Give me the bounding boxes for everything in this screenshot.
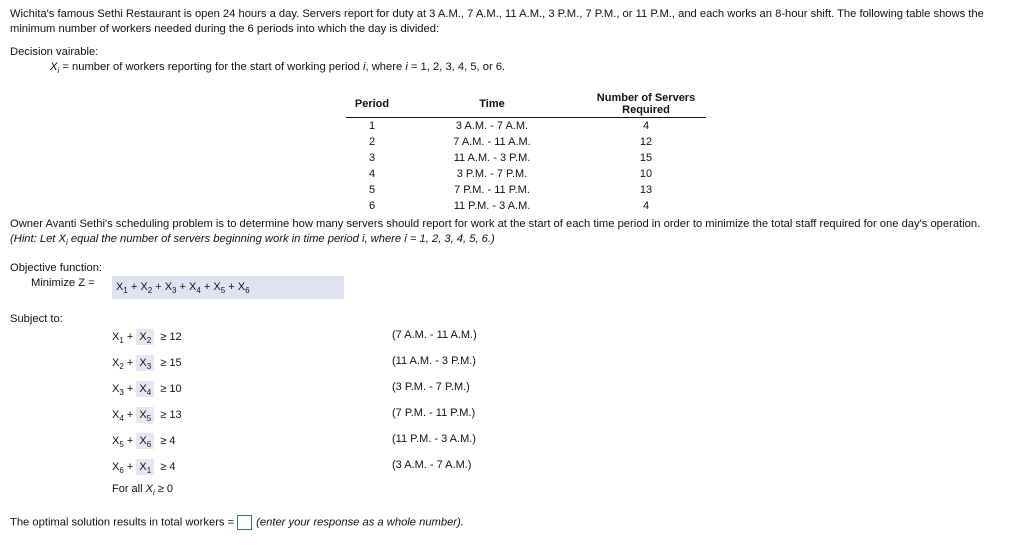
nonnegativity: For all $X_i \ge 0$ xyxy=(112,483,174,497)
answer-row xyxy=(10,515,464,530)
answer-note: (enter your response as a whole number). xyxy=(256,516,464,529)
decision-definition: $X_i$ = number of workers reporting for the start of working period i, where i = 1, 2, 3, 4, 5, or 6. xyxy=(50,61,506,75)
servers-table xyxy=(346,91,706,214)
constraint-var-box[interactable]: $X_4$ xyxy=(136,381,154,397)
table-row: 4 3 P.M. - 7 P.M. 10 xyxy=(368,168,653,180)
intro-line-2: minimum number of workers needed during the 6 periods into which the day is divided: xyxy=(10,23,440,35)
table-row: 5 7 P.M. - 11 P.M. 13 xyxy=(368,184,653,196)
problem-line: Owner Avanti Sethi's scheduling problem is to determine how many servers should report for work at the start of each time period in order to minimize the total staff required for one day's operation. xyxy=(10,218,981,230)
constraint-var-box[interactable]: $X_6$ xyxy=(136,433,154,449)
answer-prefix: The optimal solution results in total workers = xyxy=(10,516,235,529)
header-period: Period xyxy=(346,91,398,118)
constraint-5: $X_5 + X_6 \ge 4$ xyxy=(112,435,176,449)
constraint-6: $X_6 + X_1 \ge 4$ xyxy=(112,461,176,475)
constraint-5-time: (11 P.M. - 3 A.M.) xyxy=(392,433,476,445)
constraint-4: $X_4 + X_5 \ge 13$ xyxy=(112,409,182,423)
subject-to-label: Subject to: xyxy=(10,313,63,325)
minimize-label: Minimize Z = xyxy=(31,277,95,289)
constraint-1-time: (7 A.M. - 11 A.M.) xyxy=(392,329,477,341)
table-row: 3 11 A.M. - 3 P.M. 15 xyxy=(368,152,653,164)
answer-input[interactable] xyxy=(237,515,252,530)
constraint-1: $X_1 + X_2 \ge 12$ xyxy=(112,331,182,345)
header-time: Time xyxy=(398,91,586,118)
table-row: 2 7 A.M. - 11 A.M. 12 xyxy=(368,136,653,148)
problem-statement xyxy=(10,217,980,247)
constraint-2-time: (11 A.M. - 3 P.M.) xyxy=(392,355,476,367)
table-row: 1 3 A.M. - 7 A.M. 4 xyxy=(368,120,650,132)
header-servers: Number of Servers Required xyxy=(586,91,706,118)
hint-line: (Hint: Let $X_i$ equal the number of servers beginning work in time period i, where i = 1, 2, 3, 4, 5, 6.) xyxy=(10,233,495,247)
objective-label: Objective function: xyxy=(10,262,103,274)
table-row: 6 11 P.M. - 3 A.M. 4 xyxy=(368,200,650,212)
constraint-3-time: (3 P.M. - 7 P.M.) xyxy=(392,381,470,393)
constraint-2: $X_2 + X_3 \ge 15$ xyxy=(112,357,182,371)
intro-line-1: Wichita's famous Sethi Restaurant is open 24 hours a day. Servers report for duty at 3 A.M., 7 A.M., 11 A.M., 3 P.M., 7 P.M., or 11 P.M., and each works an 8-hour shift. The following table shows the xyxy=(10,8,984,20)
decision-label: Decision vairable: xyxy=(10,46,99,58)
constraint-var-box[interactable]: $X_3$ xyxy=(136,355,154,371)
objective-expression[interactable]: $X_1 + X_2 + X_3 + X_4 + X_5 + X_6$ xyxy=(112,276,344,299)
constraint-var-box[interactable]: $X_2$ xyxy=(136,329,154,345)
intro-text xyxy=(10,7,1018,37)
constraint-6-time: (3 A.M. - 7 A.M.) xyxy=(392,459,472,471)
constraint-4-time: (7 P.M. - 11 P.M.) xyxy=(392,407,476,419)
constraint-var-box[interactable]: $X_1$ xyxy=(136,459,154,475)
table-header-row xyxy=(346,91,706,118)
constraint-var-box[interactable]: $X_5$ xyxy=(136,407,154,423)
constraint-3: $X_3 + X_4 \ge 10$ xyxy=(112,383,182,397)
